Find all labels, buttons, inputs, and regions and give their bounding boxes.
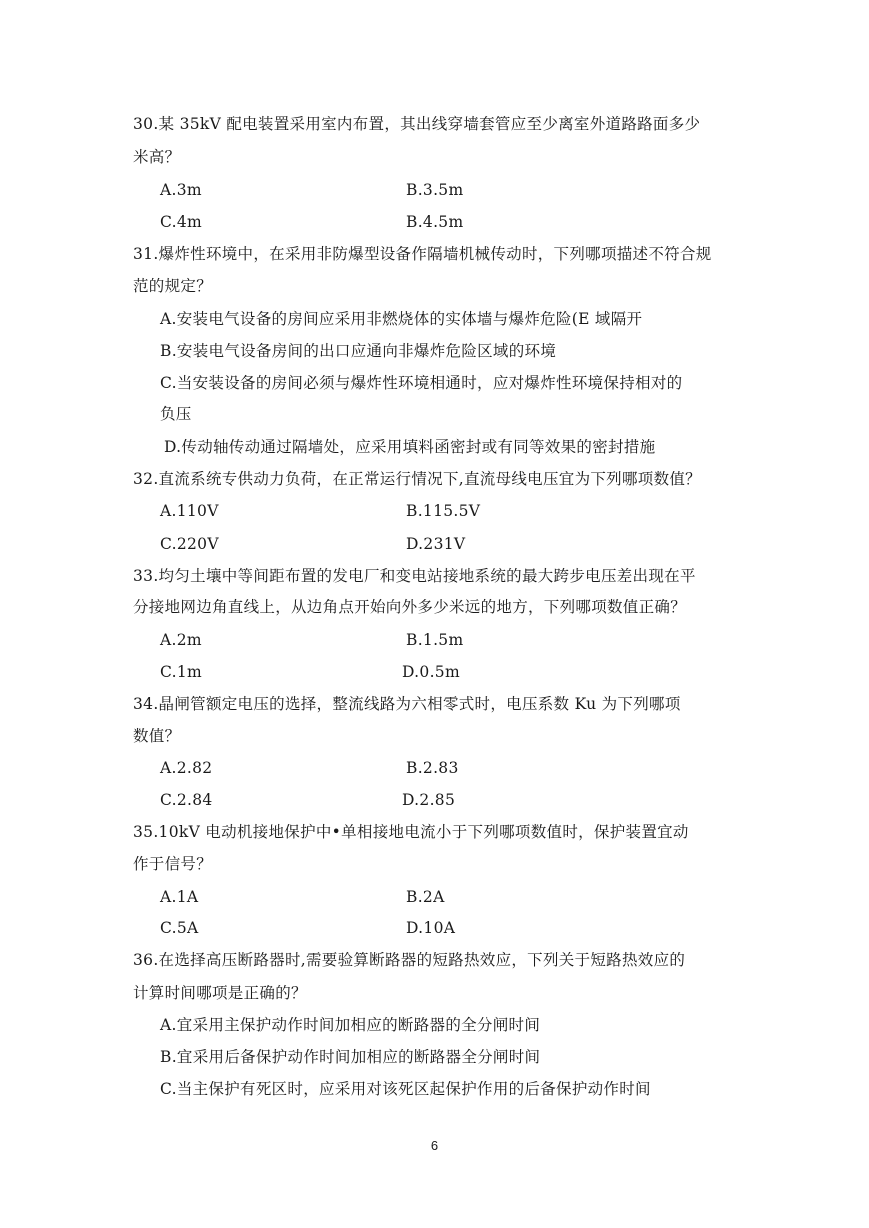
question-32-option-a: A.110V [160, 502, 219, 520]
question-33-option-d: D.0.5m [402, 663, 460, 681]
question-31-option-b: B.安装电气设备房间的出口应通向非爆炸危险区域的环境 [160, 342, 557, 360]
question-31-option-d: D.传动轴传动通过隔墙处，应采用填料函密封或有同等效果的密封措施 [164, 438, 656, 456]
question-32-text-line-1: 32.直流系统专供动力负荷，在正常运行情况下,直流母线电压宜为下列哪项数值？ [133, 470, 701, 488]
question-32-option-d: D.231V [406, 535, 466, 553]
question-30-text-line-2: 米高？ [133, 148, 181, 166]
page-number: 6 [430, 1138, 439, 1153]
question-35-text-line-1: 35.10kV 电动机接地保护中•单相接地电流小于下列哪项数值时，保护装置宜动 [133, 823, 689, 841]
question-31-option-c: C.当安装设备的房间必须与爆炸性环境相通时，应对爆炸性环境保持相对的 [160, 374, 683, 392]
question-32-option-c: C.220V [160, 535, 219, 553]
question-35-text-line-2: 作于信号？ [133, 855, 213, 873]
question-30-option-d: B.4.5m [406, 213, 464, 231]
question-33-text-line-2: 分接地网边角直线上，从边角点开始向外多少米远的地方，下列哪项数值正确？ [133, 598, 687, 616]
question-36-option-b: B.宜采用后备保护动作时间加相应的断路器全分闸时间 [160, 1048, 541, 1066]
question-34-option-c: C.2.84 [160, 791, 213, 809]
question-30-option-a: A.3m [160, 181, 202, 199]
question-36-text-line-2: 计算时间哪项是正确的？ [133, 984, 307, 1002]
question-35-option-c: C.5A [160, 919, 199, 937]
question-36-option-c: C.当主保护有死区时，应采用对该死区起保护作用的后备保护动作时间 [160, 1080, 651, 1098]
question-34-text-line-2: 数值？ [133, 727, 181, 745]
question-36-text-line-1: 36.在选择高压断路器时,需要验算断路器的短路热效应，下列关于短路热效应的 [133, 951, 686, 969]
question-35-option-b: B.2A [406, 888, 445, 906]
question-30-option-b: B.3.5m [406, 181, 464, 199]
question-31-option-c-continued: 负压 [160, 405, 192, 423]
question-34-option-d: D.2.85 [402, 791, 456, 809]
question-35-option-d: D.10A [406, 919, 456, 937]
question-31-text-line-1: 31.爆炸性环境中，在采用非防爆型设备作隔墙机械传动时，下列哪项描述不符合规 [133, 245, 712, 263]
question-34-text-line-1: 34.晶闸管额定电压的选择，整流线路为六相零式时，电压系数 Ku 为下列哪项 [133, 695, 681, 713]
question-32-option-b: B.115.5V [406, 502, 481, 520]
question-34-option-a: A.2.82 [160, 759, 213, 777]
question-33-text-line-1: 33.均匀土壤中等间距布置的发电厂和变电站接地系统的最大跨步电压差出现在平 [133, 567, 696, 585]
question-33-option-c: C.1m [160, 663, 202, 681]
question-30-text-line-1: 30.某 35kV 配电装置采用室内布置，其出线穿墙套管应至少离室外道路路面多少 [133, 115, 701, 133]
question-34-option-b: B.2.83 [406, 759, 459, 777]
question-33-option-a: A.2m [160, 631, 202, 649]
question-31-option-a: A.安装电气设备的房间应采用非燃烧体的实体墙与爆炸危险(E 域隔开 [160, 310, 643, 328]
question-31-text-line-2: 范的规定？ [133, 277, 213, 295]
question-30-option-c: C.4m [160, 213, 202, 231]
question-36-option-a: A.宜采用主保护动作时间加相应的断路器的全分闸时间 [160, 1016, 541, 1034]
question-35-option-a: A.1A [160, 888, 199, 906]
question-33-option-b: B.1.5m [406, 631, 464, 649]
